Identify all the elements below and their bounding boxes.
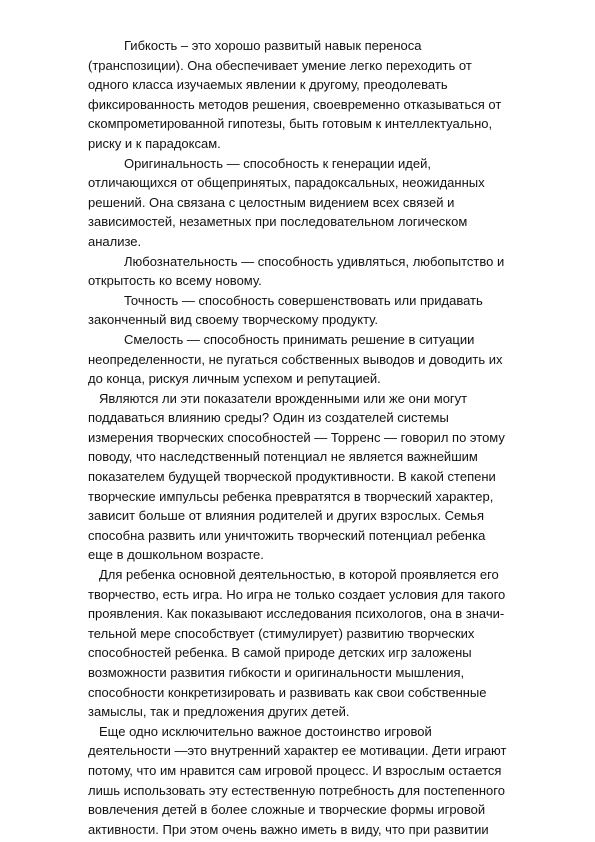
text-line: Гибкость – это хорошо развитый навык переноса <box>124 38 422 53</box>
text-line: Смелость — способность принимать решение в ситуации <box>124 331 475 347</box>
text-line: зависит больше от влияния родителей и других взрослых. Семья <box>88 508 484 524</box>
text-line: скомпрометированной гипотезы, быть готовым к интеллектуально, <box>88 116 493 132</box>
text-line: тельной мере способствует (стимулирует) развитию творческих <box>88 625 475 641</box>
text-line: вовлечения детей в более сложные и творческие формы игровой <box>88 802 486 818</box>
text-line: поддаваться влиянию среды? Один из создателей системы <box>88 410 449 426</box>
text-line: фиксированность методов решения, своевременно отказываться от <box>88 96 502 112</box>
paragraph-curiosity <box>88 252 555 291</box>
text-line: деятельности —это внутренний характер ее мотивации. Дети играют <box>88 743 507 759</box>
text-line: способности конкретизировать и развивать как свои собственные <box>88 684 487 700</box>
text-line: еще в дошкольном возрасте. <box>88 547 264 563</box>
text-line: Для ребенка основной деятельностью, в которой проявляется его <box>99 567 499 583</box>
text-line: открытость ко всему новому. <box>88 273 262 289</box>
paragraph-courage <box>88 330 555 389</box>
text-line: замыслы, так и предложения других детей. <box>88 704 350 720</box>
text-line: зависимостей, незаметных при последовательном логическом <box>88 214 468 230</box>
paragraph-originality <box>88 154 555 252</box>
text-line: Точность — способность совершенствовать или придавать <box>124 292 483 308</box>
text-line: до конца, рискуя личным успехом и репутацией. <box>88 371 381 387</box>
text-line: измерения творческих способностей — Торренс — говорил по этому <box>88 429 505 445</box>
text-line: риску и к парадоксам. <box>88 135 221 151</box>
text-line: Являются ли эти показатели врожденными или же они могут <box>99 390 468 406</box>
text-line: (транспозиции). Она обеспечивает умение легко переходить от <box>88 57 472 73</box>
text-line: поводу, что наследственный потенциал не является важнейшим <box>88 449 478 465</box>
text-line: способностей ребенка. В самой природе детских игр заложены <box>88 645 472 661</box>
text-line: одного класса изучаемых явлении к другому, преодолевать <box>88 77 448 93</box>
text-line: творческие импульсы ребенка превратятся в творческий характер, <box>88 488 494 504</box>
text-line: законченный вид своему творческому продукту. <box>88 312 378 328</box>
text-line: лишь использовать эту естественную потребность для постепенного <box>88 782 505 798</box>
text-line: способна развить или уничтожить творческий потенциал ребенка <box>88 527 486 543</box>
text-line: решений. Она связана с целостным видением всех связей и <box>88 194 455 210</box>
text-line: Любознательность — способность удивляться, любопытство и <box>124 253 505 269</box>
text-line: отличающихся от общепринятых, парадоксальных, неожиданных <box>88 175 485 191</box>
text-line: проявления. Как показывают исследования психологов, она в значи- <box>88 606 505 622</box>
paragraph-innate-question <box>88 389 555 565</box>
text-line: показателем будущей творческой продуктивности. В какой степени <box>88 469 496 485</box>
text-line: Оригинальность — способность к генерации идей, <box>124 155 431 171</box>
paragraph-play <box>88 565 555 722</box>
text-line: анализе. <box>88 233 142 249</box>
text-line: активности. При этом очень важно иметь в виду, что при развитии <box>88 821 489 837</box>
text-line: Еще одно исключительно важное достоинство игровой <box>99 723 432 739</box>
text-line: возможности развития гибкости и оригинальности мышления, <box>88 665 465 680</box>
paragraph-precision <box>88 291 555 330</box>
text-line: творчество, есть игра. Но игра не только создает условия для такого <box>88 586 506 602</box>
paragraph-motivation <box>88 722 555 840</box>
text-line: неопределенности, не пугаться собственных выводов и доводить их <box>88 351 503 367</box>
paragraph-flexibility <box>88 36 555 154</box>
body-text <box>88 36 555 839</box>
text-line: потому, что им нравится сам игровой процесс. И взрослым остается <box>88 762 502 778</box>
